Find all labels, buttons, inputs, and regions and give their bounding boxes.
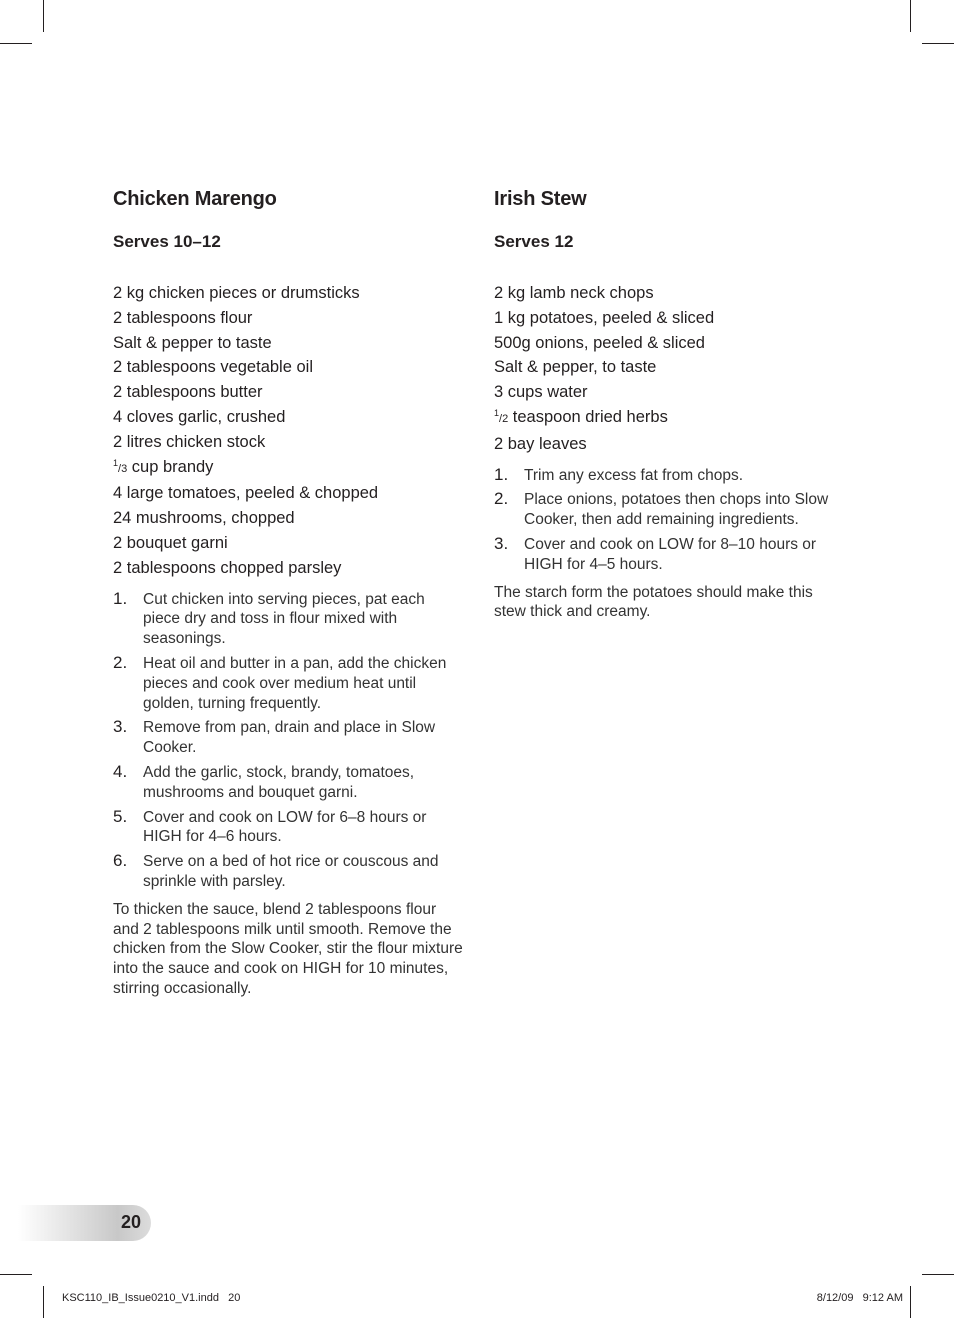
ingredient-item: 2 bay leaves [494,434,587,453]
method-step [113,808,463,848]
ingredient-item [494,405,844,432]
ingredient-item: 3 cups water [494,383,588,402]
recipe-chicken-marengo [113,185,463,999]
method-step [113,718,463,758]
ingredient-text: cup brandy [131,457,214,476]
crop-mark [0,1274,32,1275]
method-step [113,654,463,713]
step-text: Add the garlic, stock, brandy, tomatoes, mushrooms and bouquet garni. [143,763,415,801]
crop-mark [43,1286,44,1318]
crop-mark [922,1274,954,1275]
fraction-numerator: 1 [113,457,119,468]
ingredient-item: 2 tablespoons vegetable oil [113,358,313,377]
ingredient-item: 2 bouquet garni [113,533,228,552]
step-text: Heat oil and butter in a pan, add the chicken pieces and cook over medium heat until golden, turning frequently. [143,654,447,712]
ingredient-item: 2 tablespoons flour [113,308,253,327]
method-step [494,490,844,530]
method-steps [494,466,844,575]
method-step [494,466,844,486]
step-number: 1. [113,588,128,608]
fraction-numerator: 1 [494,407,500,418]
method-step [113,852,463,892]
ingredient-item: 24 mushrooms, chopped [113,509,295,528]
ingredient-item: 2 kg chicken pieces or drumsticks [113,284,360,302]
step-text: Cut chicken into serving pieces, pat each piece dry and toss in flour mixed with seasonings. [143,590,425,648]
recipe-irish-stew [494,185,844,622]
ingredient-list [113,281,463,581]
step-number: 4. [113,761,128,781]
step-number: 3. [113,717,128,737]
ingredient-item: 4 cloves garlic, crushed [113,407,286,426]
ingredient-item: 2 tablespoons butter [113,383,263,402]
fraction-denominator: 2 [502,412,509,425]
step-number: 5. [113,806,128,826]
recipe-note: The starch form the potatoes should make this stew thick and creamy. [494,583,813,621]
ingredient-item: 500g onions, peeled & sliced [494,333,705,352]
step-number: 2. [494,489,509,509]
crop-mark [910,1286,911,1318]
step-text: Trim any excess fat from chops. [524,466,744,484]
ingredient-item: Salt & pepper, to taste [494,358,657,377]
method-step [113,763,463,803]
fraction-slash: / [499,412,503,425]
recipe-note: To thicken the sauce, blend 2 tablespoons flour and 2 tablespoons milk until smooth. Remove the chicken from the Slow Cooker, stir the flour mixture into the sauce and cook on HIGH for 10 minutes, stirring occasionally. [113,900,463,997]
method-step [494,535,844,575]
recipe-title: Chicken Marengo [113,188,277,210]
step-number: 3. [494,533,509,553]
method-step [113,590,463,649]
method-steps [113,590,463,892]
crop-mark [0,43,32,44]
print-slug-date: 8/12/09 9:12 AM [816,1292,903,1304]
step-number: 6. [113,851,128,871]
serves-label: Serves 12 [494,232,574,251]
step-number: 1. [494,464,509,484]
step-text: Place onions, potatoes then chops into Slow Cooker, then add remaining ingredients. [524,491,829,529]
step-text: Cover and cook on LOW for 8–10 hours or HIGH for 4–5 hours. [524,535,817,573]
print-slug-file: KSC110_IB_Issue0210_V1.indd 20 [62,1292,241,1304]
fraction-slash: / [118,462,122,475]
page-number: 20 [120,1212,141,1232]
step-text: Remove from pan, drain and place in Slow Cooker. [143,719,436,757]
ingredient-item: 4 large tomatoes, peeled & chopped [113,484,379,503]
recipe-title: Irish Stew [494,188,587,210]
fraction-denominator: 3 [121,462,128,475]
ingredient-item: 1 kg potatoes, peeled & sliced [494,308,715,327]
ingredient-item [113,455,463,482]
ingredient-list [494,281,844,457]
step-text: Cover and cook on LOW for 6–8 hours or HIGH for 4–6 hours. [143,808,427,846]
ingredient-item: 2 litres chicken stock [113,432,266,451]
ingredient-text: teaspoon dried herbs [512,407,668,426]
step-number: 2. [113,652,128,672]
crop-mark [922,43,954,44]
crop-mark [910,0,911,32]
ingredient-item: 2 tablespoons chopped parsley [113,558,342,577]
ingredient-item: Salt & pepper to taste [113,333,272,352]
crop-mark [43,0,44,32]
step-text: Serve on a bed of hot rice or couscous and sprinkle with parsley. [143,853,439,890]
page-number-tab [18,1205,151,1241]
serves-label: Serves 10–12 [113,232,221,251]
ingredient-item: 2 kg lamb neck chops [494,284,654,302]
